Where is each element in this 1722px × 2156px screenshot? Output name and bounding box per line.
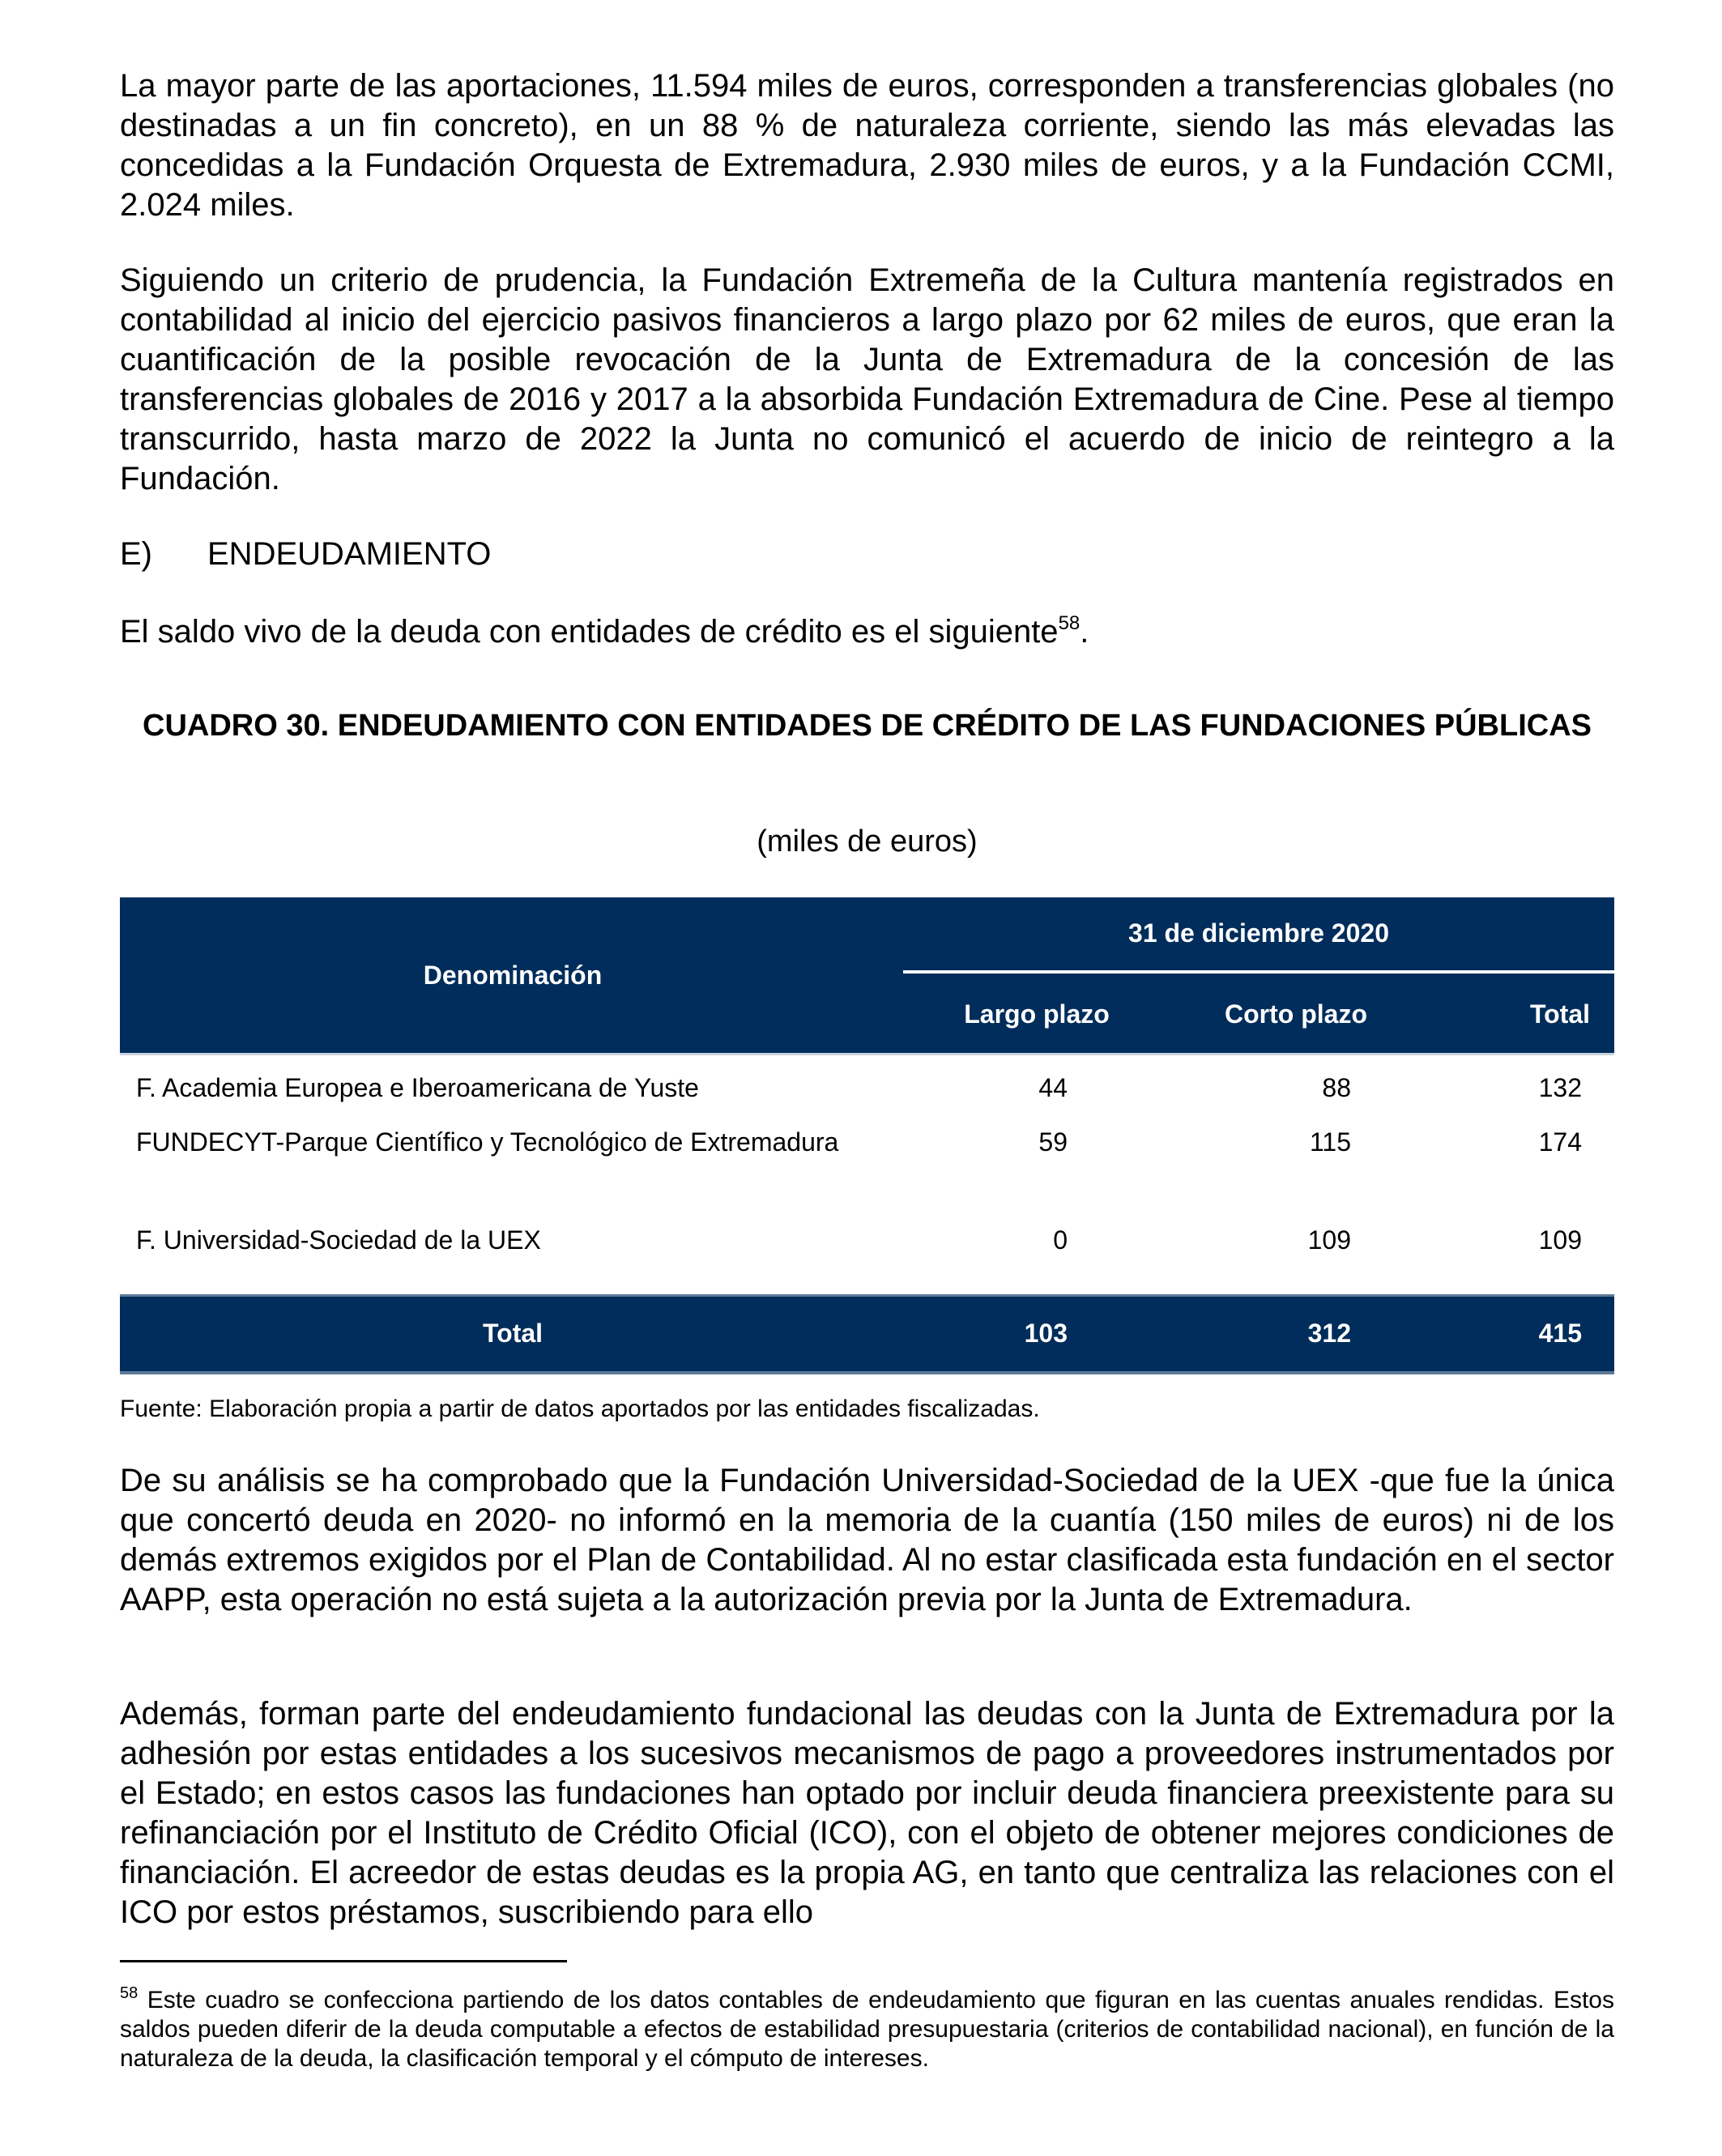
table-row	[120, 1225, 1614, 1294]
table-row	[120, 1055, 1614, 1124]
row-name: F. Universidad-Sociedad de la UEX	[136, 1225, 541, 1255]
column-header-period: 31 de diciembre 2020	[1128, 918, 1389, 948]
paragraph-saldo-vivo	[120, 612, 1614, 652]
paragraph-aportaciones: La mayor parte de las aportaciones, 11.594 miles de euros, corresponden a transferencias globales (no destinadas a un fin concreto), en un 88 % de naturaleza corriente, siendo las más elevadas las concedidas a la Fundación Orquesta de Extremadura, 2.930 miles de euros, y a la Fundación CCMI, 2.024 miles.	[120, 68, 1614, 223]
total-long-term: 103	[1024, 1319, 1068, 1348]
paragraph-text: El saldo vivo de la deuda con entidades de crédito es el siguiente	[120, 614, 1059, 650]
column-header-total: Total	[1529, 999, 1590, 1029]
footnote-number: 58	[120, 1984, 139, 2002]
row-total: 109	[1538, 1225, 1582, 1255]
footnote-divider	[120, 1960, 567, 1962]
total-label: Total	[482, 1319, 543, 1348]
column-header-denominacion: Denominación	[423, 960, 603, 990]
footnote-reference[interactable]: 58	[1058, 612, 1081, 634]
row-short-term: 109	[1307, 1225, 1351, 1255]
total-total: 415	[1538, 1319, 1582, 1348]
row-name: FUNDECYT-Parque Científico y Tecnológico de Extremadura	[136, 1127, 839, 1157]
paragraph-analisis: De su análisis se ha comprobado que la Fundación Universidad-Sociedad de la UEX -que fue la única que concertó deuda en 2020- no informó en la memoria de la cuantía (150 miles de euros) ni de los demás extremos exigidos por el Plan de Contabilidad. Al no estar clasificada esta fundación en el sector AAPP, esta operación no está sujeta a la autorización previa por la Junta de Extremadura.	[120, 1463, 1614, 1617]
section-title: ENDEUDAMIENTO	[207, 536, 492, 572]
row-long-term: 0	[1053, 1225, 1068, 1255]
table-source: Fuente: Elaboración propia a partir de datos aportados por las entidades fiscalizadas.	[120, 1395, 1040, 1422]
paragraph-endeudamiento-fundacional: Además, forman parte del endeudamiento fundacional las deudas con la Junta de Extremadura por la adhesión por estas entidades a los sucesivos mecanismos de pago a proveedores instrumentados por el Estado; en estos casos las fundaciones han optado por incluir deuda financiera preexistente para su refinanciación por el Instituto de Crédito Oficial (ICO), con el objeto de obtener mejores condiciones de financiación. El acreedor de estas deudas es la propia AG, en tanto que centraliza las relaciones con el ICO por estos préstamos, suscribiendo para ello	[120, 1696, 1614, 1930]
header-divider	[903, 970, 1614, 974]
footnote-text: Este cuadro se confecciona partiendo de los datos contables de endeudamiento que figuran en las cuentas anuales rendidas. Estos saldos pueden diferir de la deuda computable a efectos de estabilidad presupuestaria (criterios de contabilidad nacional), en función de la naturaleza de la deuda, la clasificación temporal y el cómputo de intereses.	[120, 1987, 1614, 2072]
paragraph-end: .	[1080, 614, 1089, 650]
section-letter: E)	[120, 536, 152, 572]
debt-table	[120, 897, 1614, 1374]
row-long-term: 59	[1038, 1127, 1068, 1157]
column-header-corto-plazo: Corto plazo	[1225, 999, 1367, 1029]
table-total-row	[120, 1294, 1614, 1374]
paragraph-prudencia: Siguiendo un criterio de prudencia, la Fundación Extremeña de la Cultura mantenía registrados en contabilidad al inicio del ejercicio pasivos financieros a largo plazo por 62 miles de euros, que eran la cuantificación de la posible revocación de la Junta de Extremadura de la concesión de las transferencias globales de 2016 y 2017 a la absorbida Fundación Extremadura de Cine. Pese al tiempo transcurrido, hasta marzo de 2022 la Junta no comunicó el acuerdo de inicio de reintegro a la Fundación.	[120, 262, 1614, 496]
table-units: (miles de euros)	[757, 824, 978, 859]
row-short-term: 88	[1322, 1073, 1351, 1102]
section-heading	[120, 535, 491, 574]
row-short-term: 115	[1309, 1127, 1351, 1157]
row-total: 174	[1538, 1127, 1582, 1157]
column-header-largo-plazo: Largo plazo	[964, 999, 1110, 1029]
table-row	[120, 1124, 1614, 1225]
table-header	[120, 897, 1614, 1053]
table-title: CUADRO 30. ENDEUDAMIENTO CON ENTIDADES DE CRÉDITO DE LAS FUNDACIONES PÚBLICAS	[143, 709, 1592, 743]
total-short-term: 312	[1307, 1319, 1351, 1348]
row-name: F. Academia Europea e Iberoamericana de Yuste	[136, 1073, 699, 1102]
footnote	[120, 1986, 1614, 2073]
row-long-term: 44	[1038, 1073, 1068, 1102]
row-total: 132	[1538, 1073, 1582, 1102]
